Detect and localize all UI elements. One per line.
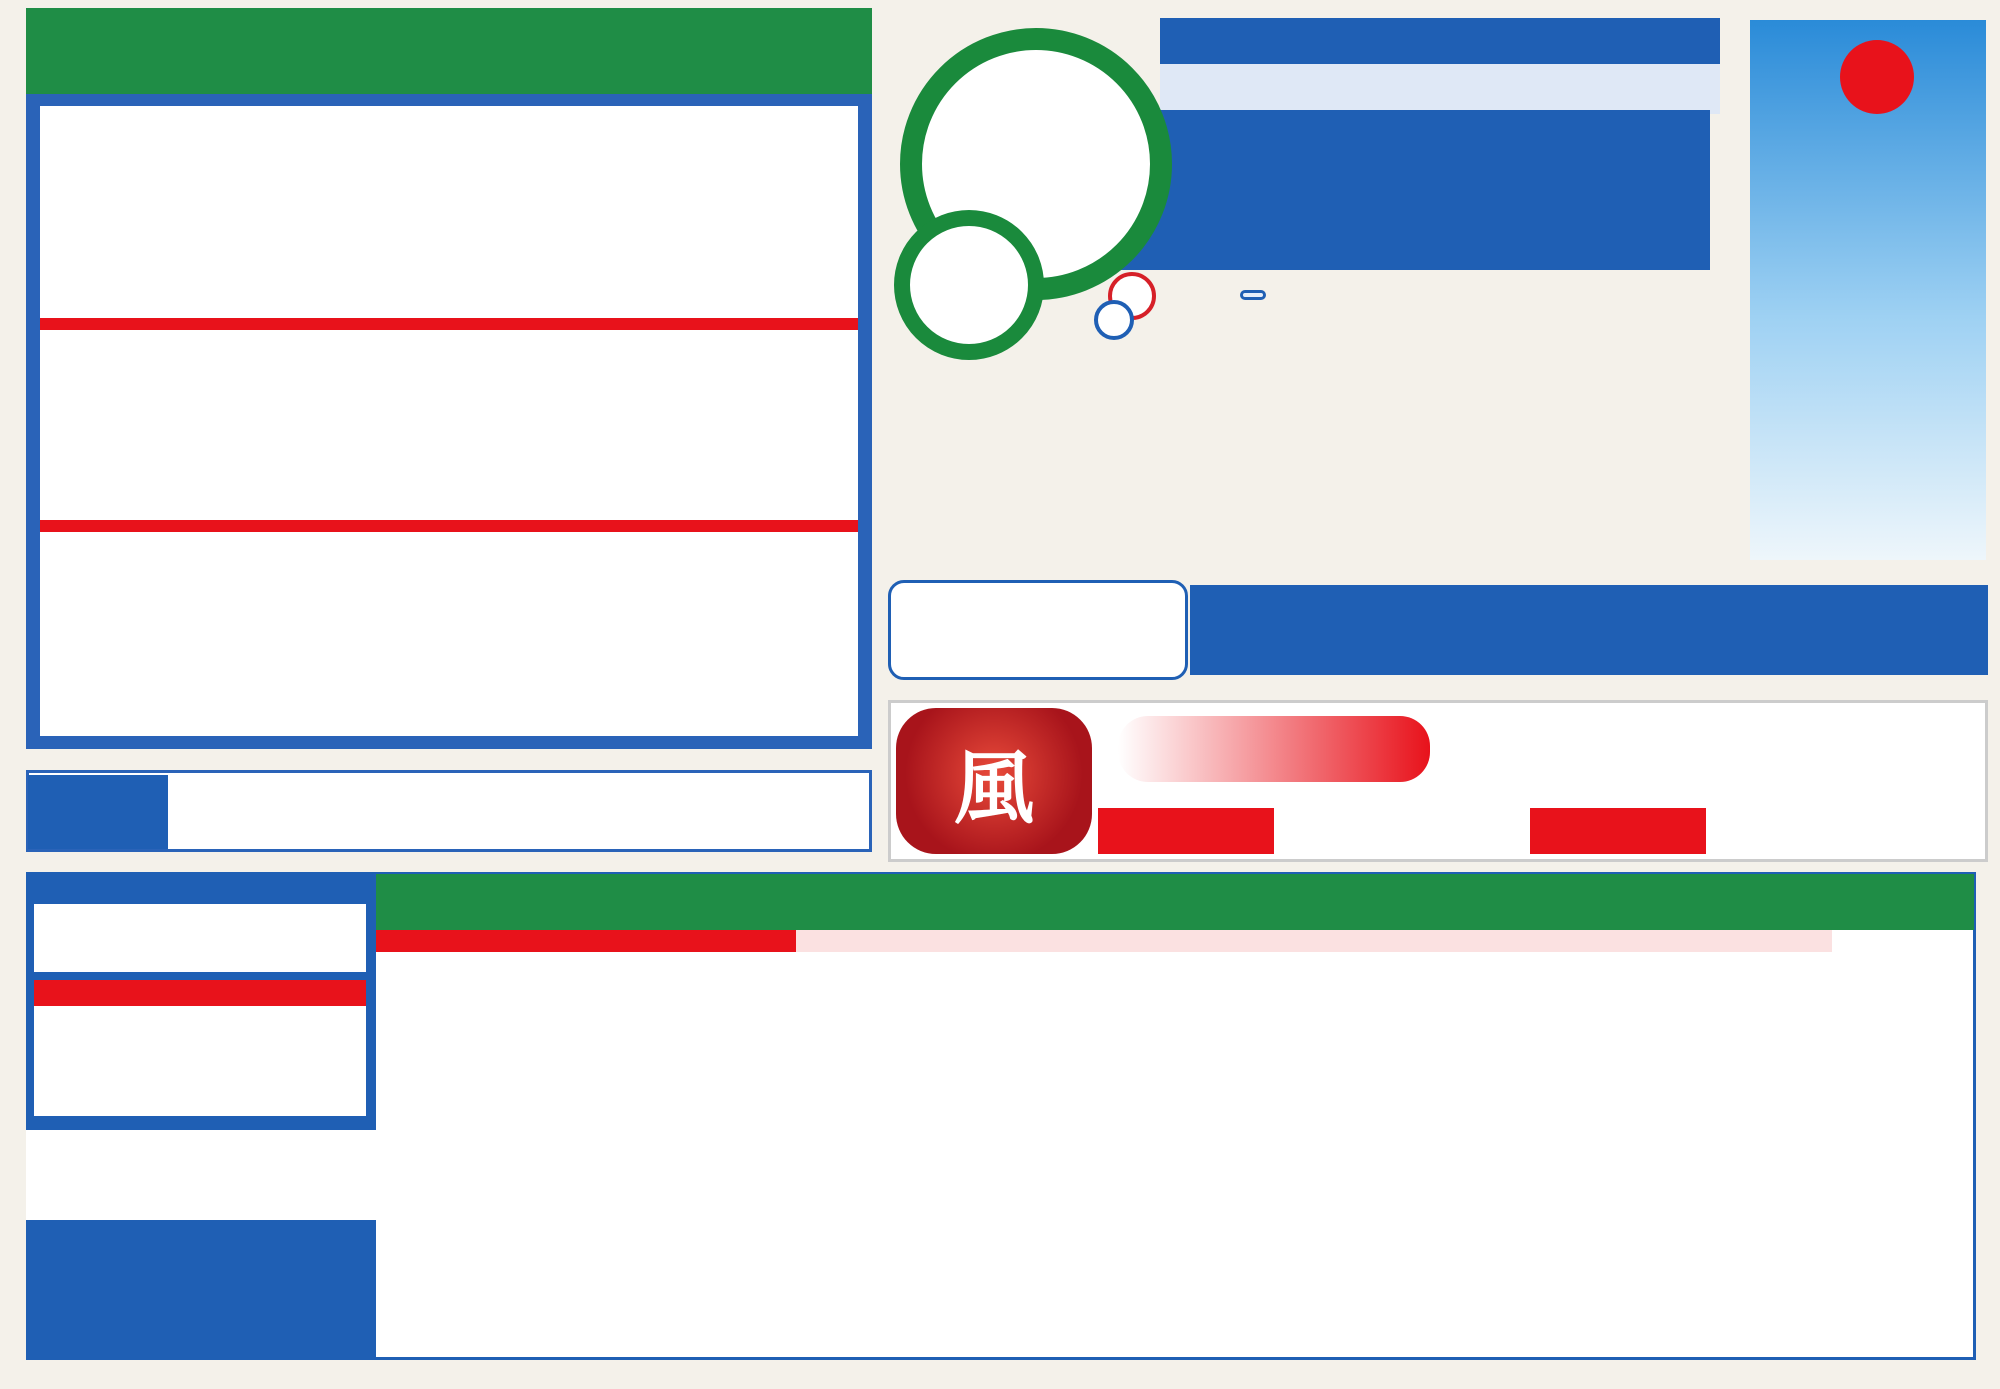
side-logo [1840,40,1914,114]
wangmen-subtitle [28,819,168,849]
play-box [34,1006,366,1116]
article-col-2 [1318,268,1718,548]
divider-2 [40,520,858,532]
lotto-title-bar [26,1130,376,1174]
divider-1 [40,318,858,330]
draw-ball-bar [26,1174,376,1220]
wangmen-title [28,775,168,819]
jackpot-bar [1160,64,1720,114]
trend-label [1240,290,1266,300]
chart-recent-label-bar [376,930,796,952]
headline-ball-5 [894,210,1044,360]
summary-text [904,588,1176,678]
headline-band [1110,110,1710,270]
special-title-bar [1118,716,1430,782]
article-col-1 [890,342,1280,562]
headline-ball-25 [1094,300,1134,340]
main-pick-label [1098,808,1274,854]
special-text [1440,710,1980,790]
prize-header [26,1222,376,1244]
special-feng-icon: 風 [896,708,1092,854]
summary-band [1190,585,1988,675]
chart-title [34,904,366,972]
top-banner [26,8,872,94]
chart-header-band [376,874,1974,930]
chart-number-header [796,930,1832,952]
play-title [34,980,366,1006]
draw-time-bar [1160,18,1720,64]
sub-pick-label [1530,808,1706,854]
tips-panel-inner [40,106,858,736]
